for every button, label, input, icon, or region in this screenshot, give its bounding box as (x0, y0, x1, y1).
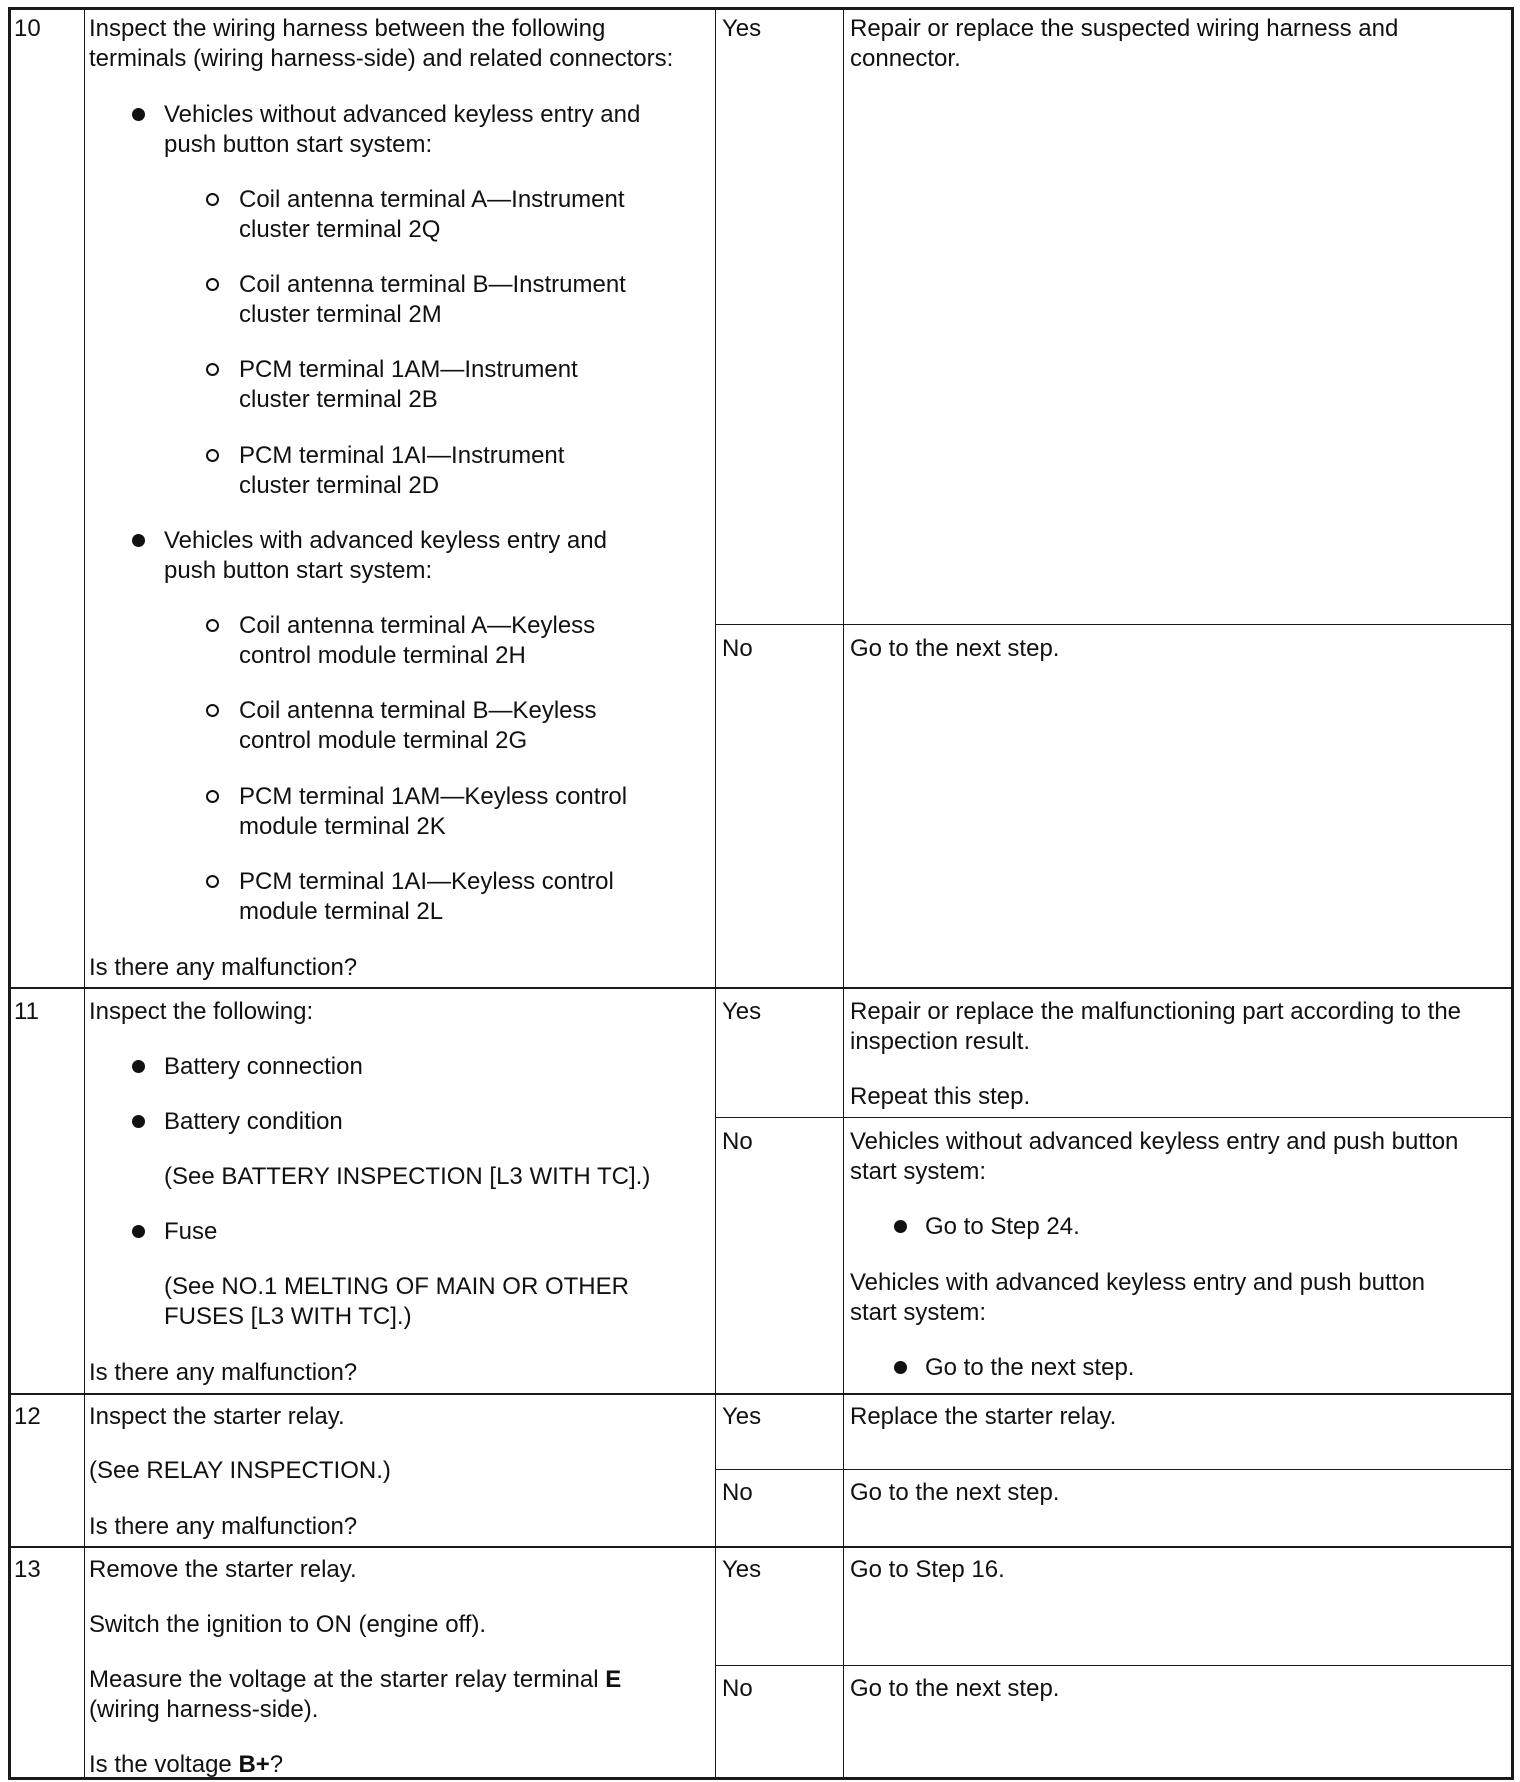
no-label: No (722, 1128, 753, 1155)
step-text: Inspect the starter relay. (89, 1403, 345, 1430)
sub-bullet-icon (206, 363, 219, 376)
result-text: Replace the starter relay. (850, 1403, 1117, 1430)
sub-bullet-text: PCM terminal 1AM—Keyless control (239, 783, 628, 810)
step-text-part: Measure the voltage at the starter relay terminal (89, 1666, 606, 1693)
step-text: Switch the ignition to ON (engine off). (89, 1611, 487, 1638)
row-divider (8, 1546, 1514, 1548)
row-divider (8, 1393, 1514, 1395)
no-label: No (722, 635, 753, 662)
step-number: 10 (14, 15, 41, 42)
table-border-top (8, 7, 1514, 10)
sub-bullet-icon (206, 875, 219, 888)
bullet-icon (894, 1220, 907, 1233)
sub-bullet-text: control module terminal 2G (239, 727, 528, 754)
step-text: Remove the starter relay. (89, 1556, 357, 1583)
result-text: Go to the next step. (850, 1675, 1060, 1702)
bullet-text: push button start system: (164, 131, 433, 158)
bullet-text: Battery connection (164, 1053, 363, 1080)
step-question (89, 1750, 283, 1780)
sub-bullet-icon (206, 790, 219, 803)
step-question: Is there any malfunction? (89, 1513, 358, 1540)
bullet-icon (132, 534, 145, 547)
result-text: Go to the next step. (850, 1479, 1060, 1506)
column-divider (843, 7, 844, 1780)
bullet-text: Go to the next step. (925, 1354, 1135, 1381)
step-text (89, 1665, 621, 1695)
bullet-icon (894, 1361, 907, 1374)
sub-bullet-text: Coil antenna terminal A—Instrument (239, 186, 625, 213)
table-border-right (1511, 7, 1514, 1780)
yes-label: Yes (722, 1403, 762, 1430)
step-text: terminals (wiring harness-side) and related connectors: (89, 45, 674, 72)
step-text: Inspect the following: (89, 998, 314, 1025)
reference-text: (See RELAY INSPECTION.) (89, 1457, 391, 1484)
bullet-text: push button start system: (164, 557, 433, 584)
result-text: inspection result. (850, 1028, 1031, 1055)
table-border-left (8, 7, 11, 1780)
step-number: 12 (14, 1403, 41, 1430)
bullet-text: Battery condition (164, 1108, 343, 1135)
sub-bullet-text: cluster terminal 2D (239, 472, 440, 499)
result-text: Repair or replace the suspected wiring harness and (850, 15, 1399, 42)
result-text: Repeat this step. (850, 1083, 1031, 1110)
sub-bullet-text: module terminal 2K (239, 813, 446, 840)
bullet-text: Vehicles with advanced keyless entry and (164, 527, 607, 554)
bullet-icon (132, 1060, 145, 1073)
result-text: connector. (850, 45, 961, 72)
sub-bullet-text: cluster terminal 2M (239, 301, 442, 328)
voltage-label: B+ (238, 1751, 270, 1778)
yes-no-divider (715, 624, 1514, 625)
reference-text: (See BATTERY INSPECTION [L3 WITH TC].) (164, 1163, 651, 1190)
sub-bullet-text: module terminal 2L (239, 898, 444, 925)
yes-no-divider (715, 1117, 1514, 1118)
reference-text: FUSES [L3 WITH TC].) (164, 1303, 412, 1330)
terminal-label: E (605, 1666, 622, 1693)
row-divider (8, 987, 1514, 989)
yes-no-divider (715, 1665, 1514, 1666)
yes-no-divider (715, 1469, 1514, 1470)
yes-label: Yes (722, 15, 762, 42)
sub-bullet-text: cluster terminal 2Q (239, 216, 441, 243)
step-number: 13 (14, 1556, 41, 1583)
result-text: start system: (850, 1158, 987, 1185)
result-text: Vehicles without advanced keyless entry and push button (850, 1128, 1459, 1155)
no-label: No (722, 1479, 753, 1506)
sub-bullet-text: PCM terminal 1AM—Instrument (239, 356, 578, 383)
bullet-text: Go to Step 24. (925, 1213, 1080, 1240)
sub-bullet-icon (206, 193, 219, 206)
bullet-icon (132, 1115, 145, 1128)
sub-bullet-text: Coil antenna terminal A—Keyless (239, 612, 596, 639)
sub-bullet-text: PCM terminal 1AI—Instrument (239, 442, 565, 469)
result-text: Vehicles with advanced keyless entry and push button (850, 1269, 1426, 1296)
column-divider (84, 7, 85, 1780)
sub-bullet-icon (206, 449, 219, 462)
sub-bullet-text: Coil antenna terminal B—Keyless (239, 697, 597, 724)
question-part: ? (269, 1751, 284, 1778)
step-question: Is there any malfunction? (89, 954, 358, 981)
column-divider (715, 7, 716, 1780)
no-label: No (722, 1675, 753, 1702)
reference-text: (See NO.1 MELTING OF MAIN OR OTHER (164, 1273, 629, 1300)
step-number: 11 (14, 998, 39, 1025)
yes-label: Yes (722, 998, 762, 1025)
question-part: Is the voltage (89, 1751, 239, 1778)
result-text: Go to the next step. (850, 635, 1060, 662)
bullet-text: Vehicles without advanced keyless entry and (164, 101, 641, 128)
sub-bullet-icon (206, 704, 219, 717)
sub-bullet-text: cluster terminal 2B (239, 386, 438, 413)
sub-bullet-text: Coil antenna terminal B—Instrument (239, 271, 626, 298)
bullet-icon (132, 1225, 145, 1238)
sub-bullet-icon (206, 278, 219, 291)
sub-bullet-icon (206, 619, 219, 632)
result-text: Go to Step 16. (850, 1556, 1005, 1583)
result-text: start system: (850, 1299, 987, 1326)
yes-label: Yes (722, 1556, 762, 1583)
result-text: Repair or replace the malfunctioning part according to the (850, 998, 1462, 1025)
step-text: Inspect the wiring harness between the following (89, 15, 606, 42)
sub-bullet-text: PCM terminal 1AI—Keyless control (239, 868, 614, 895)
sub-bullet-text: control module terminal 2H (239, 642, 526, 669)
step-question: Is there any malfunction? (89, 1359, 358, 1386)
bullet-text: Fuse (164, 1218, 218, 1245)
bullet-icon (132, 108, 145, 121)
step-text: (wiring harness-side). (89, 1696, 319, 1723)
